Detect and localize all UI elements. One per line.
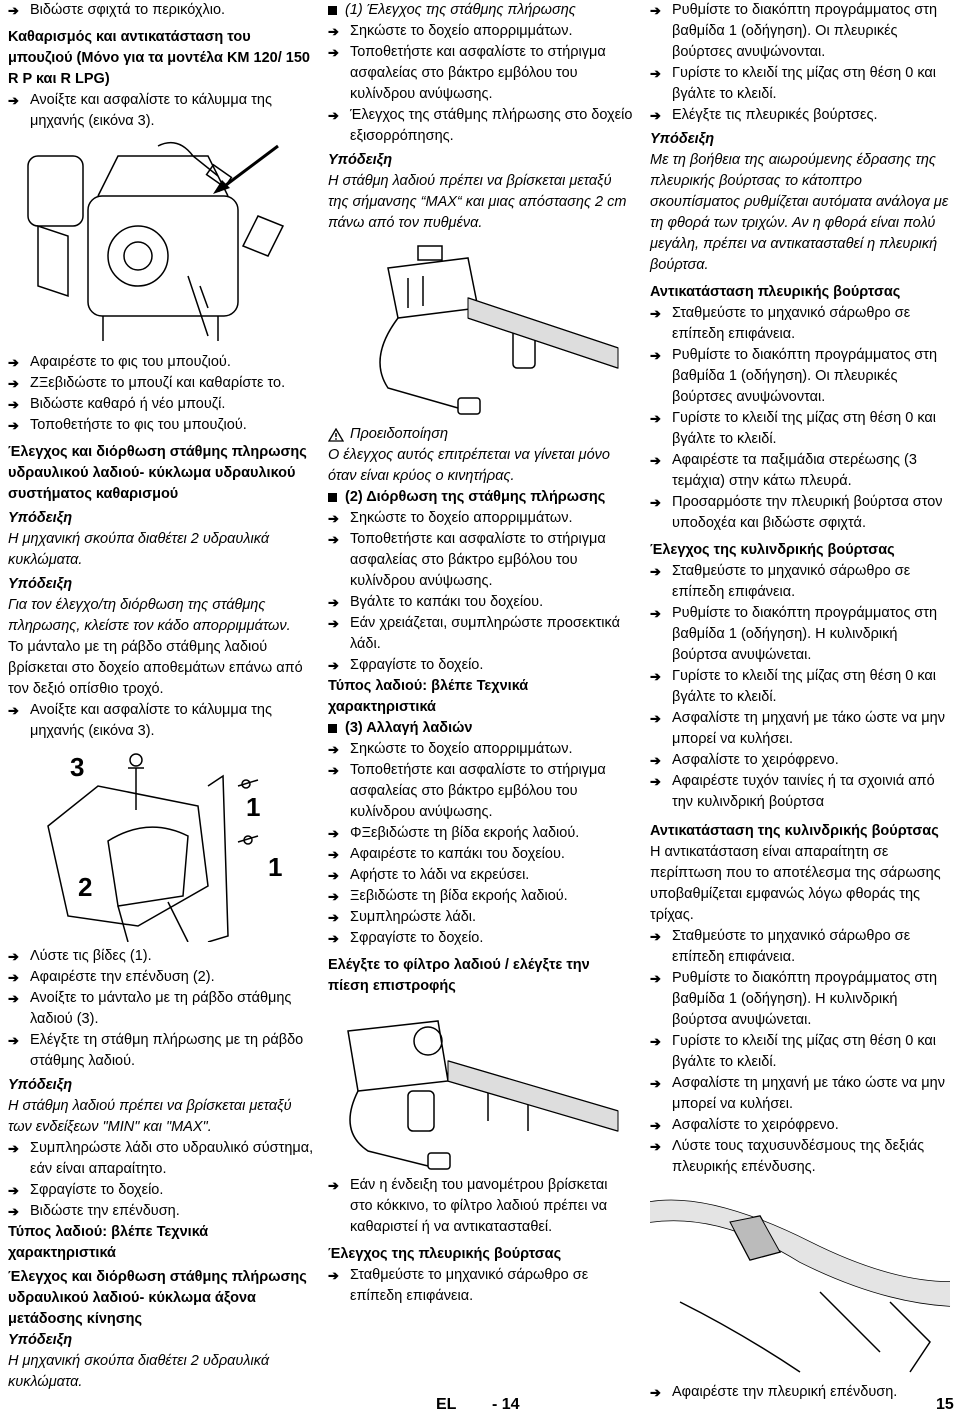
arrow-icon: ➔ xyxy=(8,397,19,412)
arrow-icon: ➔ xyxy=(8,1141,19,1156)
paragraph: Το μάνταλο με τη ράβδο στάθμης λαδιού βρίσκεται στο δοχείο αποθεμάτων επάνω από τον δεξιό οπίσθιο τροχό. xyxy=(8,639,303,697)
arrow-icon: ➔ xyxy=(328,45,339,60)
step-text: Γυρίστε το κλειδί της μίζας στη θέση 0 και βγάλτε το κλειδί. xyxy=(672,668,936,705)
step-text: Ρυθμίστε το διακόπτη προγράμματος στη βαθμίδα 1 (οδήγηση). Η κυλινδρική βούρτσα ανυψώνεται. xyxy=(672,605,938,663)
arrow-icon: ➔ xyxy=(8,949,19,964)
arrow-icon: ➔ xyxy=(650,348,661,363)
arrow-icon: ➔ xyxy=(650,1034,661,1049)
step-text: Αφήστε το λάδι να εκρεύσει. xyxy=(350,867,530,883)
arrow-icon: ➔ xyxy=(328,616,339,631)
arrow-icon: ➔ xyxy=(328,910,339,925)
arrow-icon: ➔ xyxy=(328,595,339,610)
note-title: Υπόδειξη xyxy=(8,1332,73,1348)
note-text: Η μηχανική σκούπα διαθέτει 2 υδραυλικά κυκλώματα. xyxy=(8,531,270,568)
note-title: Υπόδειξη xyxy=(8,1077,73,1093)
arrow-icon: ➔ xyxy=(328,658,339,673)
arrow-icon: ➔ xyxy=(328,511,339,526)
paragraph: Η αντικατάσταση είναι απαραίτητη σε περίπτωση που το αποτέλεσμα της σάρωσης υποβαθμίζεται εμφανώς λόγω φθοράς της τρίχας. xyxy=(650,844,941,923)
note-title: Υπόδειξη xyxy=(328,152,393,168)
arrow-icon: ➔ xyxy=(328,763,339,778)
section-heading: Αντικατάσταση πλευρικής βούρτσας xyxy=(650,284,901,300)
step-text: Τοποθετήστε και ασφαλίστε το στήριγμα ασφαλείας στο βάκτρο εμβόλου του κυλίνδρου ανύψωσης. xyxy=(350,531,606,589)
figure-label: 1 xyxy=(268,852,283,882)
hydraulic-tank-figure xyxy=(328,238,634,418)
step-text: Ανοίξτε το μάνταλο με τη ράβδο στάθμης λαδιού (3). xyxy=(30,990,292,1027)
step-text: Προσαρμόστε την πλευρική βούρτσα στον υποδοχέα και βιδώστε σφιχτά. xyxy=(672,494,943,531)
section-heading: Έλεγχος της πλευρικής βούρτσας xyxy=(328,1246,562,1262)
arrow-icon: ➔ xyxy=(650,1118,661,1133)
arrow-icon: ➔ xyxy=(650,971,661,986)
warning-title: Προειδοποίηση xyxy=(350,426,449,442)
figure-label: 1 xyxy=(246,792,261,822)
arrow-icon: ➔ xyxy=(328,1178,339,1193)
step-text: Συμπληρώστε λάδι στο υδραυλικό σύστημα, εάν είναι απαραίτητο. xyxy=(30,1140,314,1177)
step-text: Ανοίξτε και ασφαλίστε το κάλυμμα της μηχανής (εικόνα 3). xyxy=(30,702,272,739)
warning-text: Ο έλεγχος αυτός επιτρέπεται να γίνεται μόνο όταν είναι κρύος ο κινητήρας. xyxy=(328,447,610,484)
note-text: Για τον έλεγχο/τη διόρθωση της στάθμης πληρωσης, κλείστε τον κάδο απορριμμάτων. xyxy=(8,597,291,634)
step-text: Αφαιρέστε τα παξιμάδια στερέωσης (3 τεμάχια) στην κάτω πλευρά. xyxy=(672,452,917,489)
note-title: Υπόδειξη xyxy=(650,131,715,147)
arrow-icon: ➔ xyxy=(650,1076,661,1091)
step-text: ΦΞεβιδώστε τη βίδα εκροής λαδιού. xyxy=(350,825,580,841)
step-text: Λύστε τις βίδες (1). xyxy=(30,948,152,964)
arrow-icon: ➔ xyxy=(8,1204,19,1219)
step-text: Τοποθετήστε το φις του μπουζιού. xyxy=(30,417,247,433)
step-text: Σηκώστε το δοχείο απορριμμάτων. xyxy=(350,741,573,757)
subsection-title: (2) Διόρθωση της στάθμης πλήρωσης xyxy=(345,489,606,505)
engine-spark-plug-figure xyxy=(8,136,314,346)
section-heading: Έλεγχος και διόρθωση στάθμης πληρωσης υδραυλικού λαδιού- κύκλωμα υδραυλικού συστήματος καθαρισμού xyxy=(8,444,307,502)
step-text: Τοποθετήστε και ασφαλίστε το στήριγμα ασφαλείας στο βάκτρο εμβόλου του κυλίνδρου ανύψωσης. xyxy=(350,762,606,820)
step-text: Βιδώστε την επένδυση. xyxy=(30,1203,180,1219)
arrow-icon: ➔ xyxy=(328,24,339,39)
arrow-icon: ➔ xyxy=(328,826,339,841)
oil-dipstick-cover-figure xyxy=(8,746,314,942)
step-text: Σταθμεύστε το μηχανικό σάρωθρο σε επίπεδη επιφάνεια. xyxy=(350,1267,589,1304)
step-text: Εάν χρειάζεται, συμπληρώστε προσεκτικά λάδι. xyxy=(350,615,620,652)
arrow-icon: ➔ xyxy=(650,564,661,579)
arrow-icon: ➔ xyxy=(650,929,661,944)
footer-language: EL xyxy=(436,1396,457,1413)
arrow-icon: ➔ xyxy=(8,376,19,391)
arrow-icon: ➔ xyxy=(650,774,661,789)
arrow-icon: ➔ xyxy=(8,355,19,370)
step-text: Αφαιρέστε τυχόν ταινίες ή τα σχοινιά από την κυλινδρική βούρτσα xyxy=(672,773,935,810)
step-text: Βιδώστε καθαρό ή νέο μπουζί. xyxy=(30,396,226,412)
arrow-icon: ➔ xyxy=(650,495,661,510)
step-text: Σηκώστε το δοχείο απορριμμάτων. xyxy=(350,23,573,39)
section-heading: Έλεγχος και διόρθωση στάθμης πλήρωσης υδραυλικού λαδιού- κύκλωμα άξονα μετάδοσης κίνησης xyxy=(8,1269,307,1327)
step-text: Ασφαλίστε τη μηχανή με τάκο ώστε να μην μπορεί να κυλήσει. xyxy=(672,710,945,747)
note-text: Η μηχανική σκούπα διαθέτει 2 υδραυλικά κυκλώματα. xyxy=(8,1353,270,1390)
step-text: Ρυθμίστε το διακόπτη προγράμματος στη βαθμίδα 1 (οδήγηση). Οι πλευρικές βούρτσες ανυψώνονται. xyxy=(672,347,938,405)
step-text: Σταθμεύστε το μηχανικό σάρωθρο σε επίπεδη επιφάνεια. xyxy=(672,305,911,342)
step-text: Συμπληρώστε λάδι. xyxy=(350,909,477,925)
arrow-icon: ➔ xyxy=(8,1183,19,1198)
footer-page-number: 15 xyxy=(936,1396,954,1413)
arrow-icon: ➔ xyxy=(328,532,339,547)
step-text: Αφαιρέστε το καπάκι του δοχείου. xyxy=(350,846,565,862)
subsection-title: (1) Έλεγχος της στάθμης πλήρωσης xyxy=(345,2,576,18)
subsection-title: (3) Αλλαγή λαδιών xyxy=(345,720,473,736)
arrow-icon: ➔ xyxy=(650,3,661,18)
step-text: Τοποθετήστε και ασφαλίστε το στήριγμα ασφαλείας στο βάκτρο εμβόλου του κυλίνδρου ανύψωσης. xyxy=(350,44,606,102)
step-text: Σφραγίστε το δοχείο. xyxy=(350,930,484,946)
step-text: Γυρίστε το κλειδί της μίζας στη θέση 0 και βγάλτε το κλειδί. xyxy=(672,65,936,102)
arrow-icon: ➔ xyxy=(328,931,339,946)
arrow-icon: ➔ xyxy=(8,703,19,718)
oil-filter-figure xyxy=(328,1001,634,1171)
arrow-icon: ➔ xyxy=(650,66,661,81)
section-heading: Καθαρισμός και αντικατάσταση του μπουζιού (Μόνο για τα μοντέλα KM 120/ 150 R P και R LPG) xyxy=(8,29,310,87)
step-text: Σφραγίστε το δοχείο. xyxy=(30,1182,164,1198)
note-title: Υπόδειξη xyxy=(8,576,73,592)
step-text: Ελέγξτε τη στάθμη πλήρωσης με τη ράβδο στάθμης λαδιού. xyxy=(30,1032,304,1069)
step-text: Ελέγξτε τις πλευρικές βούρτσες. xyxy=(672,107,878,123)
step-text: Ασφαλίστε το χειρόφρενο. xyxy=(672,1117,839,1133)
step-text: Γυρίστε το κλειδί της μίζας στη θέση 0 και βγάλτε το κλειδί. xyxy=(672,410,936,447)
arrow-icon: ➔ xyxy=(328,108,339,123)
note-title: Υπόδειξη xyxy=(8,510,73,526)
note-text: Η στάθμη λαδιού πρέπει να βρίσκεται μεταξύ των ενδείξεων "MIN" και "MAX". xyxy=(8,1098,292,1135)
step-text: Λύστε τους ταχυσυνδέσμους της δεξιάς πλευρικής επένδυσης. xyxy=(672,1138,925,1175)
step-text: Ξεβιδώστε τη βίδα εκροής λαδιού. xyxy=(350,888,568,904)
step-text: Αφαιρέστε την πλευρική επένδυση. xyxy=(672,1384,898,1400)
arrow-icon: ➔ xyxy=(328,742,339,757)
step-text: Εάν η ένδειξη του μανομέτρου βρίσκεται στο κόκκινο, το φίλτρο λαδιού πρέπει να καθαριστεί ή να αντικατασταθεί. xyxy=(350,1177,608,1235)
footer-page: - 14 xyxy=(492,1396,520,1413)
arrow-icon: ➔ xyxy=(328,847,339,862)
section-heading: Τύπος λαδιού: βλέπε Τεχνικά χαρακτηριστικά xyxy=(328,678,529,715)
step-text: Ανοίξτε και ασφαλίστε το κάλυμμα της μηχανής (εικόνα 3). xyxy=(30,92,272,129)
figure-label: 3 xyxy=(70,752,85,782)
arrow-icon: ➔ xyxy=(650,1139,661,1154)
warning-triangle-icon xyxy=(328,428,344,442)
step-text: Βγάλτε το καπάκι του δοχείου. xyxy=(350,594,544,610)
arrow-icon: ➔ xyxy=(328,1268,339,1283)
step-text: Σταθμεύστε το μηχανικό σάρωθρο σε επίπεδη επιφάνεια. xyxy=(672,563,911,600)
arrow-icon: ➔ xyxy=(328,868,339,883)
step-text: Αφαιρέστε την επένδυση (2). xyxy=(30,969,215,985)
arrow-icon: ➔ xyxy=(650,108,661,123)
step-text: Βιδώστε σφιχτά το περικόχλιο. xyxy=(30,2,226,18)
arrow-icon: ➔ xyxy=(650,306,661,321)
arrow-icon: ➔ xyxy=(650,606,661,621)
step-text: Ασφαλίστε τη μηχανή με τάκο ώστε να μην μπορεί να κυλήσει. xyxy=(672,1075,945,1112)
arrow-icon: ➔ xyxy=(8,93,19,108)
arrow-icon: ➔ xyxy=(650,753,661,768)
arrow-icon: ➔ xyxy=(8,3,19,18)
figure-label: 2 xyxy=(78,872,93,902)
section-heading: Αντικατάσταση της κυλινδρικής βούρτσας xyxy=(650,823,939,839)
side-panel-figure xyxy=(650,1182,956,1378)
arrow-icon: ➔ xyxy=(650,669,661,684)
section-heading: Έλεγχος της κυλινδρικής βούρτσας xyxy=(650,542,895,558)
arrow-icon: ➔ xyxy=(8,970,19,985)
arrow-icon: ➔ xyxy=(650,453,661,468)
arrow-icon: ➔ xyxy=(650,411,661,426)
square-bullet-icon xyxy=(328,724,337,733)
step-text: Ασφαλίστε το χειρόφρενο. xyxy=(672,752,839,768)
step-text: Σηκώστε το δοχείο απορριμμάτων. xyxy=(350,510,573,526)
arrow-icon: ➔ xyxy=(8,1033,19,1048)
step-text: Ρυθμίστε το διακόπτη προγράμματος στη βαθμίδα 1 (οδήγηση). Η κυλινδρική βούρτσα ανυψώνεται. xyxy=(672,970,938,1028)
step-text: Γυρίστε το κλειδί της μίζας στη θέση 0 και βγάλτε το κλειδί. xyxy=(672,1033,936,1070)
step-text: Έλεγχος της στάθμης πλήρωσης στο δοχείο εξισορρόπησης. xyxy=(350,107,633,144)
section-heading: Ελέγξτε το φίλτρο λαδιού / ελέγξτε την πίεση επιστροφής xyxy=(328,957,590,994)
column-1 xyxy=(8,0,314,1393)
column-3 xyxy=(650,0,956,1403)
arrow-icon: ➔ xyxy=(650,711,661,726)
step-text: Ρυθμίστε το διακόπτη προγράμματος στη βαθμίδα 1 (οδήγηση). Οι πλευρικές βούρτσες ανυψώνονται. xyxy=(672,2,938,60)
step-text: Σταθμεύστε το μηχανικό σάρωθρο σε επίπεδη επιφάνεια. xyxy=(672,928,911,965)
square-bullet-icon xyxy=(328,493,337,502)
step-text: ΖΞεβιδώστε το μπουζί και καθαρίστε το. xyxy=(30,375,286,391)
square-bullet-icon xyxy=(328,6,337,15)
step-text: Σφραγίστε το δοχείο. xyxy=(350,657,484,673)
warning-heading xyxy=(328,424,634,445)
arrow-icon: ➔ xyxy=(650,1385,661,1400)
column-2 xyxy=(328,0,634,1307)
section-heading: Τύπος λαδιού: βλέπε Τεχνικά χαρακτηριστικά xyxy=(8,1224,209,1261)
note-text: Με τη βοήθεια της αιωρούμενης έδρασης της πλευρικής βούρτσας το κάτοπτρο σκουπίσματος ρυθμίζεται αυτόματα ανάλογα με τη φθορά των τριχών. Αν η φθορά είναι πολύ μεγάλη, πρέπει να αντικατασταθεί η πλευρική βούρτσα. xyxy=(650,152,949,273)
arrow-icon: ➔ xyxy=(8,418,19,433)
note-text: Η στάθμη λαδιού πρέπει να βρίσκεται μεταξύ της σήμανσης “MAX“ και μιας απόστασης 2 cm πάνω από τον πυθμένα. xyxy=(328,173,627,231)
step-text: Αφαιρέστε το φις του μπουζιού. xyxy=(30,354,231,370)
arrow-icon: ➔ xyxy=(8,991,19,1006)
arrow-icon: ➔ xyxy=(328,889,339,904)
